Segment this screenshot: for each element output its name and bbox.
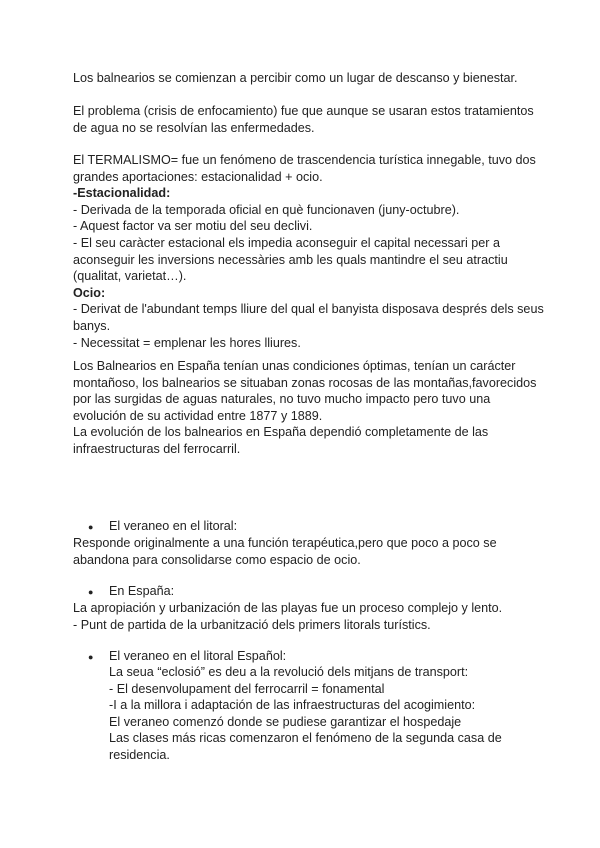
text-line: - El desenvolupament del ferrocarril = fonamental xyxy=(109,681,385,696)
veraneo-section xyxy=(73,535,543,568)
text-line: La seua “eclosió” es deu a la revolució dels mitjans de transport: xyxy=(109,665,469,679)
bullet-label: El veraneo en el litoral: xyxy=(109,519,238,533)
bullet-item-veraneo xyxy=(88,518,237,536)
text-line: Responde originalmente a una función terapéutica,pero que poco a poco se xyxy=(73,536,497,550)
text-line: El veraneo comenzó donde se pudiese garantizar el hospedaje xyxy=(109,714,462,729)
text-line: - Necessitat = emplenar les hores lliures. xyxy=(73,335,301,350)
litoral-espanol-section xyxy=(109,664,529,764)
en-espana-section xyxy=(73,600,543,633)
bullet-label: En España: xyxy=(109,584,175,598)
espana-section xyxy=(73,358,543,458)
termalismo-section xyxy=(73,152,543,351)
bullet-item-en-espana xyxy=(88,583,174,601)
text-line: por las surgidas de aguas naturales, no tuvo mucho impacto pero tuvo una xyxy=(73,392,491,407)
text-line: - El seu caràcter estacional els impedia aconseguir el capital necessari per a xyxy=(73,235,501,250)
text-line: La apropiación y urbanización de las playas fue un proceso complejo y lento. xyxy=(73,601,503,615)
text-line: grandes aportaciones: estacionalidad + ocio. xyxy=(73,169,323,184)
text-line: - Derivada de la temporada oficial en què funcionaven (juny-octubre). xyxy=(73,202,460,217)
text-line: de agua no se resolvían las enfermedades. xyxy=(73,120,315,135)
text-line: residencia. xyxy=(109,747,170,762)
bullet-item-litoral-espanol xyxy=(88,648,286,666)
text-line: - Punt de partida de la urbanització dels primers litorals turístics. xyxy=(73,617,431,632)
text-line: Las clases más ricas comenzaron el fenómeno de la segunda casa de xyxy=(109,731,502,746)
estacionalidad-heading: -Estacionalidad: xyxy=(73,186,171,201)
text-line: El TERMALISMO= fue un fenómeno de trascendencia turística innegable, tuvo dos xyxy=(73,153,536,167)
text-line: El problema (crisis de enfocamiento) fue que aunque se usaran estos tratamientos xyxy=(73,104,534,118)
text-line: (qualitat, varietat…). xyxy=(73,269,187,284)
text-line: abandona para consolidarse como espacio de ocio. xyxy=(73,552,361,567)
text-line: montañoso, los balnearios se situaban zonas rocosas de las montañas,favorecidos xyxy=(73,375,537,390)
intro-section xyxy=(73,70,543,87)
text-line: aconseguir les inversions necessàries amb les quals mantindre el seu atractiu xyxy=(73,252,508,267)
text-line: -I a la millora i adaptación de las infraestructuras del acogimiento: xyxy=(109,698,476,713)
text-line: infraestructuras del ferrocarril. xyxy=(73,441,241,456)
text-line: banys. xyxy=(73,318,111,333)
bullet-icon: ● xyxy=(88,652,94,662)
text-line: La evolución de los balnearios en España dependió completamente de las xyxy=(73,425,489,440)
problem-paragraph xyxy=(73,103,543,136)
intro-paragraph: Los balnearios se comienzan a percibir como un lugar de descanso y bienestar. xyxy=(73,71,518,85)
text-line: - Aquest factor va ser motiu del seu declivi. xyxy=(73,219,313,234)
bullet-icon: ● xyxy=(88,587,94,597)
text-line: - Derivat de l'abundant temps lliure del qual el banyista disposava després dels seus xyxy=(73,302,544,317)
ocio-heading: Ocio: xyxy=(73,285,106,300)
bullet-label: El veraneo en el litoral Español: xyxy=(109,649,287,663)
bullet-icon: ● xyxy=(88,522,94,532)
text-line: evolución de su actividad entre 1877 y 1889. xyxy=(73,408,323,423)
text-line: Los Balnearios en España tenían unas condiciones óptimas, tenían un carácter xyxy=(73,359,516,373)
